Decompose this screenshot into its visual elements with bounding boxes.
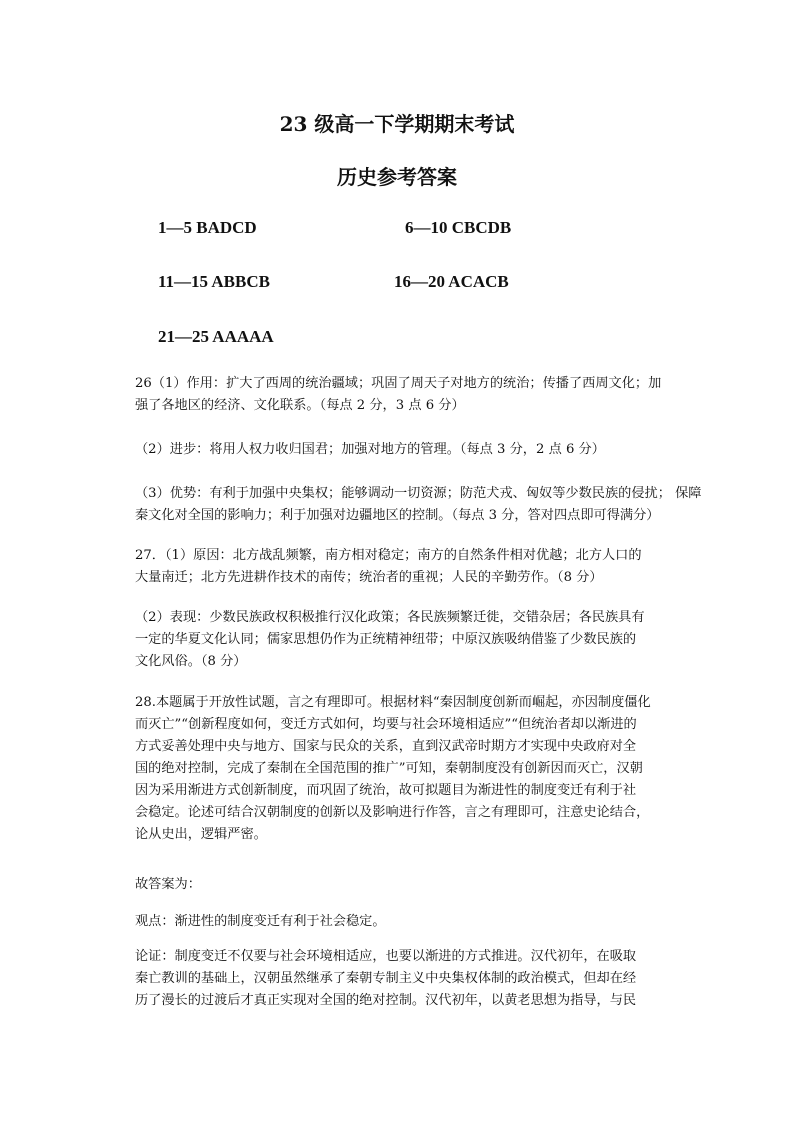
text-line: 一定的华夏文化认同；儒家思想仍作为正统精神纽带；中原汉族吸纳借鉴了少数民族的: [135, 632, 637, 647]
text-line: （2）进步：将用人权力收归国君；加强对地方的管理。（每点 3 分，2 点 6 分）: [135, 442, 605, 457]
answer-group-16-20: 16—20 ACACB: [394, 272, 509, 291]
text-line: 强了各地区的经济、文化联系。（每点 2 分，3 点 6 分）: [135, 398, 465, 413]
text-line: 27．（1）原因：北方战乱频繁，南方相对稳定；南方的自然条件相对优越；北方人口的: [135, 548, 642, 563]
text-line: 故答案为：: [135, 877, 201, 892]
text-line: 大量南迁；北方先进耕作技术的南传；统治者的重视；人民的辛勤劳作。（8 分）: [135, 570, 603, 585]
text-line: 秦文化对全国的影响力；利于加强对边疆地区的控制。（每点 3 分，答对四点即可得满分）: [135, 508, 660, 523]
text-line: 而灭亡”“创新程度如何，变迁方式如何，均要与社会环境相适应”“但统治者却以渐进的: [135, 717, 637, 732]
q28-viewpoint: [135, 911, 683, 933]
answer-group-11-15: 11—15 ABBCB: [158, 272, 270, 291]
text-line: 国的绝对控制，完成了秦制在全国范围的推广”可知，秦朝制度没有创新因而灭亡，汉朝: [135, 761, 643, 776]
q26-part2: [135, 439, 683, 461]
q28-explanation: [135, 692, 683, 846]
text-line: 会稳定。论述可结合汉朝制度的创新以及影响进行作答，言之有理即可，注意史论结合，: [135, 805, 650, 820]
answer-group-6-10: 6—10 CBCDB: [405, 218, 512, 237]
answer-group-21-25: 21—25 AAAAA: [158, 327, 274, 346]
text-line: （2）表现：少数民族政权积极推行汉化政策；各民族频繁迁徙，交错杂居；各民族具有: [135, 610, 645, 625]
text-line: 观点：渐进性的制度变迁有利于社会稳定。: [135, 914, 386, 929]
q27-part2: [135, 607, 683, 673]
text-line: 秦亡教训的基础上，汉朝虽然继承了秦朝专制主义中央集权体制的政治模式，但却在经: [135, 971, 637, 986]
text-line: 历了漫长的过渡后才真正实现对全国的绝对控制。汉代初年，以黄老思想为指导，与民: [135, 993, 637, 1008]
text-line: 论证：制度变迁不仅要与社会环境相适应，也要以渐进的方式推进。汉代初年，在吸取: [135, 949, 637, 964]
text-line: 文化风俗。（8 分）: [135, 654, 247, 669]
page-subtitle: 历史参考答案: [337, 165, 457, 189]
answer-group-1-5: 1—5 BADCD: [158, 218, 257, 237]
text-line: （3）优势：有利于加强中央集权；能够调动一切资源；防范犬戎、匈奴等少数民族的侵扰； 保障: [135, 486, 702, 501]
text-line: 28.本题属于开放性试题，言之有理即可。根据材料“秦因制度创新而崛起，亦因制度僵化: [135, 695, 651, 710]
page-title: 23 级高一下学期期末考试: [279, 112, 515, 136]
q28-answer-label: [135, 874, 683, 896]
text-line: 因为采用渐进方式创新制度，而巩固了统治，故可拟题目为渐进性的制度变迁有利于社: [135, 783, 637, 798]
text-line: 方式妥善处理中央与地方、国家与民众的关系，直到汉武帝时期方才实现中央政府对全: [135, 739, 637, 754]
q26-part3: [135, 483, 702, 527]
text-line: 26（1）作用：扩大了西周的统治疆域；巩固了周天子对地方的统治；传播了西周文化；加: [135, 376, 662, 391]
q27-part1: [135, 545, 683, 589]
q26-part1: [135, 373, 683, 417]
q28-argument: [135, 946, 683, 1012]
text-line: 论从史出，逻辑严密。: [135, 827, 267, 842]
